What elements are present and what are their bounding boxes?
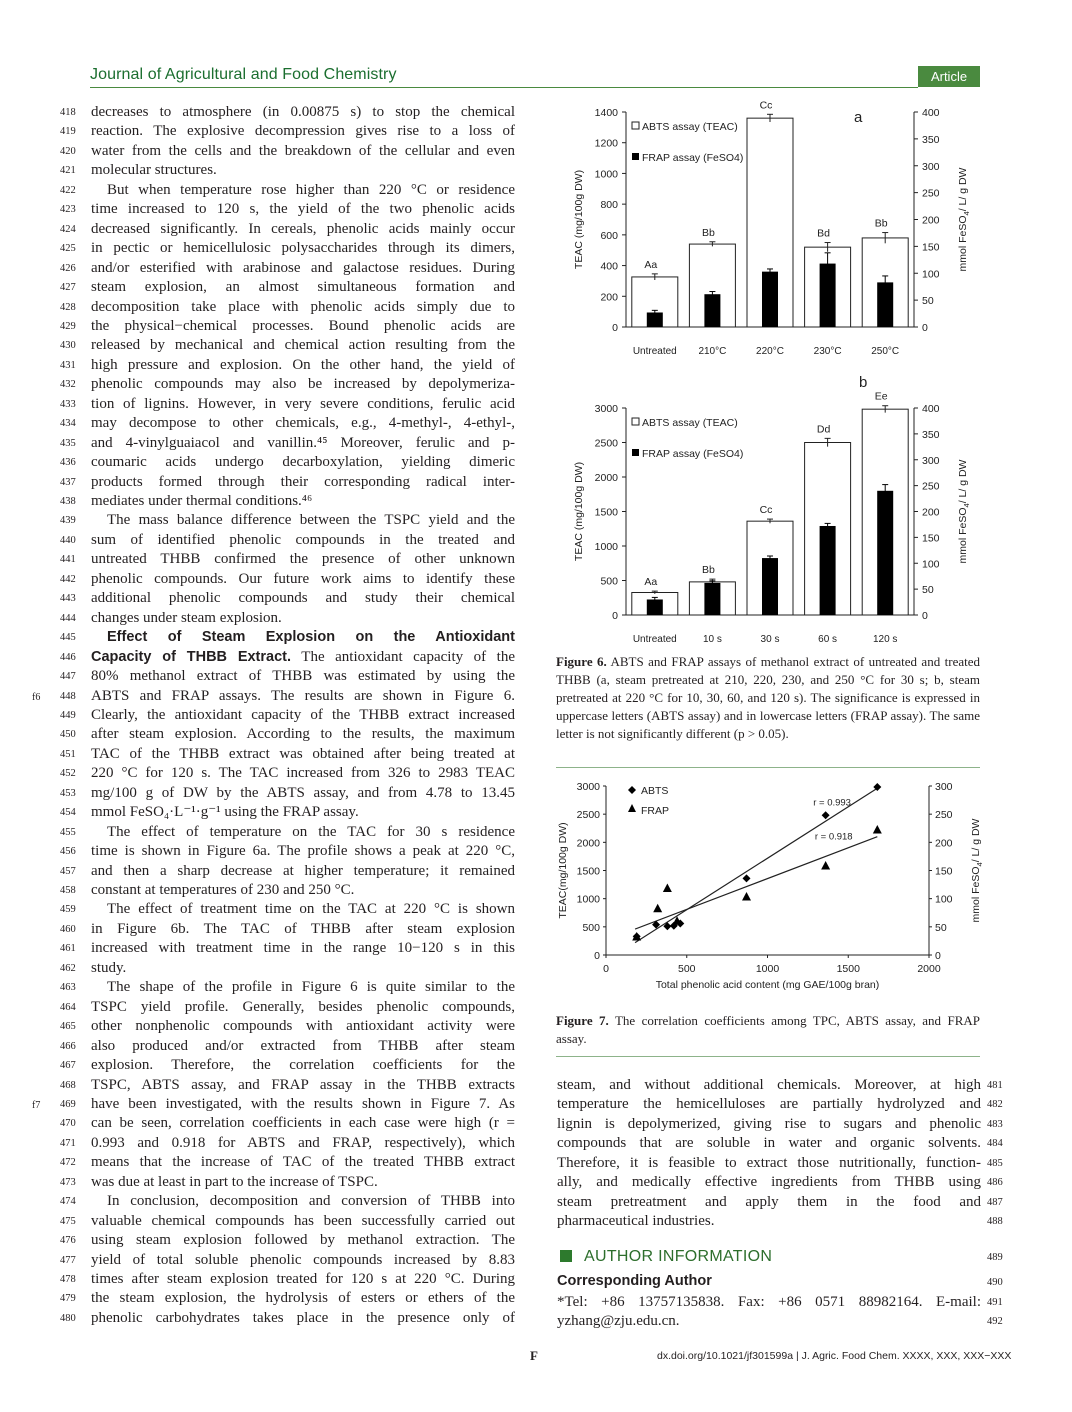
x-tick-label: 30 s — [760, 634, 780, 645]
y-tick-label: 1400 — [594, 107, 618, 119]
line-number: 444 — [60, 612, 76, 624]
y-tick-label: 1500 — [594, 506, 618, 519]
line-number: 459 — [60, 904, 76, 916]
text-line: phenolic carbohydrates takes place in the presence only of — [91, 1309, 515, 1326]
frap-bar — [877, 491, 893, 615]
line-number: 466 — [60, 1040, 76, 1052]
significance-label: Bb — [701, 226, 715, 239]
text-line: after steam explosion. According to the results, the maximum — [91, 726, 515, 743]
line-number: 481 — [987, 1080, 1003, 1091]
y-tick-label: 2000 — [594, 472, 618, 484]
text-line: But when temperature rose higher than 220 °C or residence — [107, 181, 515, 198]
text-line: other nonphenolic compounds with antioxidant activity were — [91, 1018, 515, 1035]
line-number: 439 — [60, 515, 76, 527]
x-tick-label: 220°C — [756, 346, 784, 357]
y-tick-label: 2500 — [594, 437, 618, 450]
line-number: 453 — [60, 787, 76, 799]
line-number: 432 — [60, 379, 76, 391]
text-line: Effect of Steam Explosion on the Antioxidant — [107, 629, 515, 646]
line-number: 485 — [987, 1157, 1003, 1169]
x-tick-label: 10 s — [702, 634, 722, 645]
line-number: 472 — [60, 1157, 76, 1169]
frap-fit-line — [635, 837, 877, 929]
legend-label-abts: ABTS assay (TEAC) — [642, 121, 738, 133]
figure-6-caption — [556, 653, 980, 743]
author-contact-line: *Tel: +86 13757135838. Fax: +86 0571 88982164. E-mail: — [557, 1294, 981, 1310]
journal-title: Journal of Agricultural and Food Chemistry — [90, 66, 397, 83]
legend-swatch-abts — [632, 122, 639, 129]
y2-tick-label: 100 — [922, 268, 940, 281]
text-line: decomposition take place with phenolic acids simply due to — [91, 298, 515, 315]
line-number: 470 — [60, 1118, 76, 1130]
text-line: The effect of temperature on the TAC for 30 s residence — [107, 823, 515, 840]
line-number: 418 — [60, 107, 76, 118]
text-line: ABTS and FRAP assays. The results are shown in Figure 6. — [91, 687, 515, 704]
text-line: steam explosion, an almost simultaneous formation and — [91, 279, 515, 296]
y2-tick-label: 250 — [922, 480, 940, 493]
line-number: 471 — [60, 1137, 76, 1149]
chart-panel-a — [573, 99, 971, 357]
y-tick-label: 200 — [600, 291, 618, 304]
text-line: phenolic compounds. Our future work aims to identify these — [91, 570, 515, 587]
text-line: increased with treatment time in the range 10−120 s in this — [91, 940, 515, 957]
line-number: 433 — [60, 398, 76, 410]
y2-tick-label: 200 — [922, 214, 940, 227]
line-number: 475 — [60, 1215, 76, 1227]
text-line: compounds that are soluble in water and organic solvents. — [557, 1135, 981, 1152]
y-tick-label: 800 — [600, 199, 618, 212]
line-number: 452 — [60, 768, 76, 780]
author-email-link[interactable]: yzhang@zju.edu.cn. — [557, 1313, 680, 1329]
y2-tick-label: 300 — [922, 160, 940, 173]
line-number: 484 — [987, 1138, 1003, 1150]
line-number: 428 — [60, 301, 76, 313]
figure-7-chart — [556, 772, 984, 1004]
abts-point — [822, 811, 830, 819]
y-tick-label: 1000 — [576, 893, 600, 906]
y-tick-label: 0 — [612, 322, 618, 334]
line-number: 420 — [60, 145, 76, 157]
figure-6-chart — [556, 100, 976, 645]
line-number: 445 — [60, 632, 76, 644]
y2-tick-label: 50 — [922, 295, 934, 308]
line-number: 429 — [60, 320, 76, 332]
line-number: 486 — [987, 1177, 1003, 1189]
frap-bar — [647, 312, 663, 327]
line-number: 492 — [987, 1316, 1003, 1327]
text-line: can be seen, correlation coefficients in each case were high (r = — [91, 1115, 515, 1132]
panel-letter: b — [859, 374, 868, 391]
frap-bar — [762, 272, 778, 327]
y2-tick-label: 50 — [922, 584, 934, 597]
text-line: products formed through their corresponding radical inter- — [91, 473, 515, 490]
x-tick-label: Untreated — [632, 346, 677, 357]
legend-label-frap: FRAP — [641, 805, 670, 817]
text-line: temperature the hemicelluloses are partially hydrolyzed and — [557, 1096, 981, 1113]
chart-panel-b — [573, 374, 971, 645]
significance-label: Bd — [817, 227, 831, 240]
scatter-panel — [557, 781, 984, 991]
y2-tick-label: 400 — [922, 403, 940, 415]
text-line: have been investigated, with the results shown in Figure 7. As — [91, 1095, 515, 1112]
text-line: molecular structures. — [91, 162, 217, 179]
line-number: 463 — [60, 982, 76, 994]
author-information-heading — [560, 1248, 772, 1266]
figure-7-caption — [556, 1012, 980, 1048]
y2-axis-label: mmol FeSO$_4$/ L/ g DW — [957, 167, 971, 272]
text-line: constant at temperatures of 230 and 250 °C. — [91, 882, 355, 898]
y2-tick-label: 350 — [922, 133, 940, 146]
line-number: 467 — [60, 1060, 76, 1072]
frap-point — [873, 825, 882, 834]
y-axis-label: TEAC (mg/100g DW) — [573, 169, 585, 270]
text-line: yield of total soluble phenolic compounds increased by 8.83 — [91, 1251, 515, 1268]
line-number: 426 — [60, 262, 76, 274]
text-line: decreased significantly. In cereals, phenolic acids mainly occur — [91, 220, 515, 237]
frap-bar — [820, 526, 836, 615]
y2-tick-label: 0 — [922, 610, 928, 622]
y-tick-label: 600 — [600, 229, 618, 242]
y-tick-label: 500 — [582, 921, 600, 934]
y-tick-label: 1500 — [576, 865, 600, 878]
text-line: the steam explosion, the hydrolysis of esters or ethers of the — [91, 1290, 515, 1307]
text-line: times after steam explosion treated for 120 s at 220 °C. During — [91, 1271, 515, 1287]
text-line: using steam explosion followed by methanol extraction. The — [91, 1232, 515, 1249]
line-number: 443 — [60, 593, 76, 605]
frap-r-label: r = 0.918 — [814, 831, 853, 843]
y2-tick-label: 50 — [935, 921, 947, 934]
frap-point — [821, 861, 830, 870]
y-tick-label: 400 — [600, 260, 618, 273]
x-tick-label: 0 — [603, 963, 609, 975]
line-number: 457 — [60, 865, 76, 877]
frap-point — [663, 884, 672, 893]
significance-label: Bb — [874, 217, 888, 230]
line-number: 450 — [60, 729, 76, 741]
text-line: changes under steam explosion. — [91, 609, 282, 626]
text-run: The antioxidant capacity of the — [291, 648, 515, 665]
abts-point — [743, 874, 751, 882]
legend-marker-abts — [628, 786, 636, 794]
text-line: also produced and/or extracted from THBB after steam — [91, 1037, 515, 1054]
text-run: / L/ g DW — [957, 167, 969, 212]
y2-tick-label: 300 — [935, 781, 953, 793]
x-axis-label: Total phenolic acid content (mg GAE/100g bran) — [655, 979, 880, 991]
frap-bar — [704, 294, 720, 327]
text-line: water from the cells and the breakdown of the cellular and even — [91, 142, 515, 159]
x-tick-label: 210°C — [698, 346, 727, 357]
text-line: the physical−chemical processes. Bound phenolic acids are — [91, 317, 515, 334]
text-line: coumaric acids undergo decarboxylation, yielding dimeric — [91, 454, 515, 471]
line-number: 440 — [60, 534, 76, 546]
line-number: 447 — [60, 671, 76, 683]
text-line: steam, and without additional chemicals. Moreover, at high — [557, 1077, 981, 1093]
x-tick-label: 120 s — [872, 634, 898, 645]
line-number: 456 — [60, 846, 76, 858]
y2-tick-label: 100 — [922, 558, 940, 571]
y2-tick-label: 200 — [922, 506, 940, 519]
line-number: 489 — [987, 1252, 1003, 1263]
line-number: 449 — [60, 709, 76, 721]
article-type-badge: Article — [918, 66, 980, 87]
x-tick-label: 500 — [677, 963, 696, 975]
line-number: 455 — [60, 826, 76, 838]
legend-marker-frap — [628, 804, 636, 812]
line-number: 473 — [60, 1176, 76, 1188]
subscript: 4 — [962, 503, 971, 508]
author-information-title: AUTHOR INFORMATION — [584, 1248, 773, 1265]
significance-label: Aa — [644, 258, 658, 271]
text-line: may decompose to other chemicals, e.g., 4-methyl-, 4-ethyl-, — [91, 415, 515, 432]
y-tick-label: 0 — [612, 610, 618, 622]
line-number: 460 — [60, 923, 76, 935]
text-line: valuable chemical compounds has been successfully carried out — [91, 1212, 515, 1229]
y-tick-label: 500 — [600, 575, 618, 588]
y2-tick-label: 350 — [922, 428, 940, 441]
line-number: 491 — [987, 1297, 1003, 1308]
figure-7-caption-text: The correlation coefficients among TPC, ABTS assay, and FRAP assay. — [556, 1013, 980, 1046]
subsection-heading: Capacity of THBB Extract. — [91, 648, 292, 665]
line-number: 427 — [60, 282, 76, 294]
line-number: 436 — [60, 457, 76, 469]
y-tick-label: 3000 — [576, 781, 600, 793]
text-line: 80% methanol extract of THBB was estimated by using the — [91, 668, 515, 685]
line-number: 422 — [60, 184, 76, 196]
text-line: released by mechanical and chemical action resulting from the — [91, 337, 515, 354]
text-line: ally, and medically effective ingredients from THBB using — [557, 1174, 981, 1191]
x-tick-label: 250°C — [871, 346, 900, 357]
legend-label-abts: ABTS assay (TEAC) — [642, 417, 738, 429]
legend-swatch-frap — [632, 449, 639, 456]
text-line: and 4-vinylguaiacol and vanillin.⁴⁵ Moreover, ferulic and p- — [91, 434, 515, 451]
section-square-icon — [560, 1250, 572, 1262]
text-line: The mass balance difference between the TSPC yield and the — [107, 512, 515, 529]
line-number: 480 — [60, 1312, 76, 1324]
line-number: 430 — [60, 340, 76, 352]
frap-bar — [647, 599, 663, 615]
line-number: 438 — [60, 496, 76, 507]
x-tick-label: 230°C — [813, 346, 842, 357]
text-line: TAC of the THBB extract was obtained after being treated at — [91, 745, 515, 762]
panel-letter: a — [854, 109, 863, 126]
figure-6-caption-text: ABTS and FRAP assays of methanol extract of untreated and treated THBB (a, steam pretreated at 210, 220, 230, and 250 °C for 30 s; b, steam pretreated at 220 °C for 10, 30, 60, and 120 s). The significance is expressed in uppercase letters (ABTS assay) and in lowercase letters (FRAP assay). The same letter is not significantly different (p > 0.05). — [556, 654, 980, 741]
x-tick-label: 60 s — [818, 634, 838, 645]
line-number: 425 — [60, 243, 76, 255]
line-number: 490 — [987, 1277, 1003, 1288]
text-line: reaction. The explosive decompression gives rise to a loss of — [91, 123, 515, 140]
line-number: 424 — [60, 223, 76, 235]
y-tick-label: 1000 — [594, 541, 618, 553]
frap-point — [742, 892, 751, 901]
text-line: time is shown in Figure 6a. The profile shows a peak at 220 °C, — [91, 843, 515, 860]
significance-label: Bb — [701, 564, 715, 577]
legend-label-frap: FRAP assay (FeSO4) — [642, 448, 744, 460]
frap-bar — [762, 558, 778, 615]
subscript: 4 — [962, 211, 971, 216]
text-run: / L/ g DW — [970, 818, 982, 863]
text-line: TSPC yield profile. Generally, besides phenolic compounds, — [91, 998, 515, 1015]
y2-tick-label: 150 — [922, 241, 940, 254]
text-line: high pressure and explosion. On the other hand, the yield of — [91, 356, 515, 373]
text-line: untreated THBB confirmed the presence of other unknown — [91, 551, 515, 568]
text-line: 220 °C for 120 s. The TAC increased from 326 to 2983 TEAC — [91, 765, 515, 782]
text-line: The effect of treatment time on the TAC at 220 °C is shown — [107, 901, 515, 918]
text-line: additional phenolic compounds and study their chemical — [91, 590, 515, 607]
line-number: 437 — [60, 476, 76, 488]
figure-7-label: Figure 7. — [556, 1013, 609, 1028]
text-line: in Figure 6b. The TAC of THBB after steam explosion — [91, 920, 515, 937]
line-number: 487 — [987, 1196, 1003, 1208]
line-number: 442 — [60, 573, 76, 585]
header-rule — [90, 87, 918, 88]
frap-bar — [877, 282, 893, 327]
text-line: decreases to atmosphere (in 0.00875 s) to stop the chemical — [91, 104, 515, 120]
figure-7-rule — [556, 1056, 980, 1057]
text-line: study. — [91, 959, 127, 976]
journal-header — [90, 66, 980, 88]
significance-label: Dd — [816, 423, 831, 436]
line-number: 479 — [60, 1293, 76, 1305]
text-line: mediates under thermal conditions.⁴⁶ — [91, 493, 313, 509]
text-line: TSPC, ABTS assay, and FRAP assay in the THBB extracts — [91, 1076, 515, 1093]
text-line: 0.993 and 0.918 for ABTS and FRAP, respectively), which — [91, 1134, 515, 1151]
text-line: was due at least in part to the increase of TSPC. — [91, 1173, 378, 1190]
legend-swatch-abts — [632, 418, 639, 425]
x-tick-label: 2000 — [917, 963, 941, 975]
text-line: tion of lignins. However, in very severe conditions, ferulic acid — [91, 395, 515, 412]
text-line: and then a sharp decrease at higher temperature; it remained — [91, 862, 515, 879]
text-line: The shape of the profile in Figure 6 is quite similar to the — [107, 979, 515, 996]
line-number: 483 — [987, 1118, 1003, 1130]
y-axis-label: TEAC (mg/100g DW) — [573, 461, 585, 562]
text-run: / L/ g DW — [957, 459, 969, 504]
y2-tick-label: 300 — [922, 454, 940, 467]
x-tick-label: Untreated — [632, 634, 677, 645]
frap-point — [653, 904, 662, 913]
y2-tick-label: 100 — [935, 893, 953, 906]
text-line: Therefore, it is feasible to extract those nutritionally, function- — [557, 1154, 981, 1171]
abts-fit-line — [635, 788, 877, 942]
significance-label: Ee — [874, 390, 888, 403]
line-number: 478 — [60, 1274, 76, 1285]
y2-tick-label: 150 — [935, 865, 953, 878]
line-number: 469 — [60, 1098, 76, 1110]
text-line: phenolic compounds may also be increased by depolymeriza- — [91, 376, 515, 393]
y-tick-label: 3000 — [594, 403, 618, 415]
line-number: 421 — [60, 165, 76, 177]
y-tick-label: 1200 — [594, 137, 618, 150]
text-line: pharmaceutical industries. — [557, 1213, 715, 1230]
figure-6-rule — [556, 767, 980, 768]
figure-6-margin-tag: f6 — [32, 692, 41, 703]
y2-tick-label: 0 — [935, 950, 941, 962]
text-line: In conclusion, decomposition and conversion of THBB into — [107, 1193, 515, 1210]
y2-tick-label: 200 — [935, 837, 953, 850]
text-line: mg/100 g of DW by the ABTS assay, and from 4.78 to 13.45 — [91, 784, 515, 801]
significance-label: Cc — [759, 504, 773, 517]
subscript: 4 — [975, 862, 984, 867]
y2-tick-label: 250 — [922, 187, 940, 200]
text-line: lignin is depolymerized, giving rise to sugars and phenolic — [557, 1115, 981, 1132]
corresponding-author-heading: Corresponding Author — [557, 1273, 712, 1289]
figure-6-label: Figure 6. — [556, 654, 607, 669]
doi-footer[interactable]: dx.doi.org/10.1021/jf301599a | J. Agric. Food Chem. XXXX, XXX, XXX−XXX — [657, 1350, 1012, 1362]
line-number: 451 — [60, 748, 76, 760]
y2-axis-label: mmol FeSO$_4$/ L/ g DW — [970, 818, 984, 923]
line-number: 431 — [60, 359, 76, 371]
line-number: 434 — [60, 418, 76, 430]
line-number: 461 — [60, 943, 76, 955]
text-line: Clearly, the antioxidant capacity of the THBB extract increased — [91, 706, 515, 723]
line-number: 458 — [60, 885, 76, 896]
line-number: 468 — [60, 1079, 76, 1091]
text-line: means that the increase of TAC of the treated THBB extract — [91, 1154, 515, 1171]
text-line: in pectic or hemicellulosic polysaccharides through its dimers, — [91, 240, 515, 257]
y-axis-label: TEAC(mg/100g DW) — [557, 822, 569, 919]
line-number: 441 — [60, 554, 76, 566]
text-line: and/or esterified with arabinose and galactose residues. During — [91, 259, 515, 276]
text-line: steam pretreatment and apply them in the food and — [557, 1193, 981, 1210]
legend-label-abts: ABTS — [641, 785, 669, 797]
page-letter: F — [530, 1348, 538, 1363]
significance-label: Cc — [759, 99, 773, 112]
line-number: 474 — [60, 1196, 76, 1208]
line-number: 476 — [60, 1235, 76, 1247]
line-number: 454 — [60, 807, 76, 819]
y-tick-label: 1000 — [594, 168, 618, 181]
significance-label: Aa — [644, 576, 658, 589]
line-number: 435 — [60, 437, 76, 449]
line-number: 446 — [60, 651, 76, 663]
legend-label-frap: FRAP assay (FeSO4) — [642, 152, 744, 164]
line-number: 423 — [60, 204, 76, 216]
y-tick-label: 2500 — [576, 809, 600, 822]
abts-r-label: r = 0.993 — [813, 797, 851, 809]
text-line: mmol FeSO₄·L⁻¹·g⁻¹ using the FRAP assay. — [91, 804, 359, 821]
frap-bar — [704, 583, 720, 615]
y2-axis-label: mmol FeSO$_4$/ L/ g DW — [957, 459, 971, 564]
x-tick-label: 1000 — [755, 963, 780, 975]
x-tick-label: 1500 — [836, 963, 860, 975]
text-line: time increased to 120 s, the yield of the two phenolic acids — [91, 201, 515, 218]
y2-tick-label: 0 — [922, 322, 928, 334]
y-tick-label: 0 — [594, 950, 600, 962]
text-line: sum of identified phenolic compounds in the treated and — [91, 531, 515, 548]
y2-tick-label: 400 — [922, 107, 940, 119]
y2-tick-label: 150 — [922, 532, 940, 545]
text-line — [91, 648, 515, 667]
line-number: 477 — [60, 1254, 76, 1266]
y2-tick-label: 250 — [935, 809, 953, 822]
legend-swatch-frap — [632, 153, 639, 160]
line-number: 448 — [60, 690, 76, 702]
line-number: 464 — [60, 1001, 76, 1013]
line-number: 488 — [987, 1216, 1003, 1228]
y-tick-label: 2000 — [576, 837, 600, 850]
line-number: 465 — [60, 1021, 76, 1033]
line-number: 419 — [60, 126, 76, 138]
figure-7-margin-tag: f7 — [32, 1100, 41, 1111]
line-number: 462 — [60, 962, 76, 974]
text-line: explosion. Therefore, the correlation coefficients for the — [91, 1057, 515, 1074]
line-number: 482 — [987, 1099, 1003, 1111]
